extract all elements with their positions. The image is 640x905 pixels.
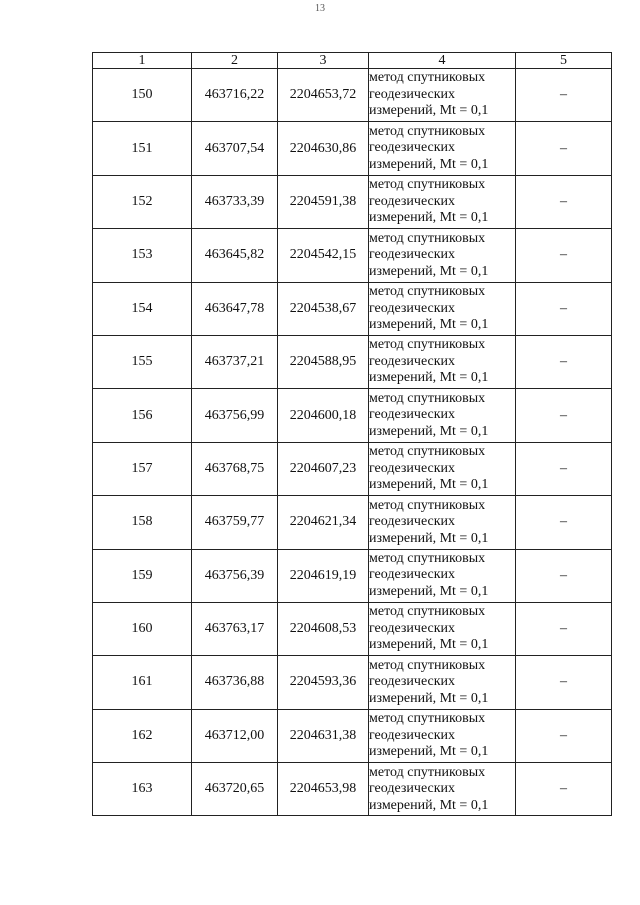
table-row bbox=[93, 709, 612, 762]
header-col-1: 1 bbox=[93, 53, 192, 69]
point-number: 152 bbox=[93, 175, 192, 228]
coordinate-x: 463716,22 bbox=[192, 69, 278, 122]
method-line: метод спутниковых bbox=[369, 657, 486, 673]
accuracy-dash: – bbox=[516, 709, 612, 762]
accuracy-dash: – bbox=[516, 69, 612, 122]
table-body bbox=[93, 69, 612, 816]
method-line: геодезических bbox=[369, 86, 456, 102]
coordinate-x: 463763,17 bbox=[192, 602, 278, 655]
header-col-3: 3 bbox=[278, 53, 369, 69]
method-line: метод спутниковых bbox=[369, 550, 486, 566]
method-line: измерений, Mt = 0,1 bbox=[369, 744, 489, 760]
table-row bbox=[93, 549, 612, 602]
coordinates-table bbox=[92, 52, 612, 816]
coordinate-x: 463768,75 bbox=[192, 442, 278, 495]
point-number: 155 bbox=[93, 335, 192, 388]
accuracy-dash: – bbox=[516, 282, 612, 335]
method-description bbox=[369, 69, 516, 122]
table-row bbox=[93, 229, 612, 282]
method-line: геодезических bbox=[369, 514, 456, 530]
method-line: измерений, Mt = 0,1 bbox=[369, 530, 489, 546]
accuracy-dash: – bbox=[516, 229, 612, 282]
point-number: 158 bbox=[93, 496, 192, 549]
coordinate-y: 2204653,98 bbox=[278, 763, 369, 816]
coordinate-y: 2204593,36 bbox=[278, 656, 369, 709]
method-line: измерений, Mt = 0,1 bbox=[369, 690, 489, 706]
table-row bbox=[93, 763, 612, 816]
table-row bbox=[93, 389, 612, 442]
method-line: измерений, Mt = 0,1 bbox=[369, 477, 489, 493]
coordinate-x: 463720,65 bbox=[192, 763, 278, 816]
coordinate-y: 2204619,19 bbox=[278, 549, 369, 602]
coordinate-y: 2204591,38 bbox=[278, 175, 369, 228]
point-number: 163 bbox=[93, 763, 192, 816]
method-description bbox=[369, 602, 516, 655]
method-description bbox=[369, 389, 516, 442]
accuracy-dash: – bbox=[516, 496, 612, 549]
header-col-2: 2 bbox=[192, 53, 278, 69]
method-line: метод спутниковых bbox=[369, 177, 486, 193]
method-line: геодезических bbox=[369, 567, 456, 583]
table-row bbox=[93, 282, 612, 335]
method-line: измерений, Mt = 0,1 bbox=[369, 637, 489, 653]
method-line: геодезических bbox=[369, 353, 456, 369]
coordinate-y: 2204630,86 bbox=[278, 122, 369, 175]
accuracy-dash: – bbox=[516, 763, 612, 816]
method-description bbox=[369, 496, 516, 549]
coordinate-x: 463712,00 bbox=[192, 709, 278, 762]
point-number: 151 bbox=[93, 122, 192, 175]
point-number: 159 bbox=[93, 549, 192, 602]
coordinate-x: 463759,77 bbox=[192, 496, 278, 549]
method-line: метод спутниковых bbox=[369, 337, 486, 353]
point-number: 153 bbox=[93, 229, 192, 282]
method-line: метод спутниковых bbox=[369, 390, 486, 406]
method-description bbox=[369, 763, 516, 816]
table-row bbox=[93, 175, 612, 228]
coordinate-y: 2204542,15 bbox=[278, 229, 369, 282]
method-line: метод спутниковых bbox=[369, 711, 486, 727]
method-line: геодезических bbox=[369, 407, 456, 423]
table-row bbox=[93, 335, 612, 388]
method-line: измерений, Mt = 0,1 bbox=[369, 583, 489, 599]
table-row bbox=[93, 602, 612, 655]
accuracy-dash: – bbox=[516, 442, 612, 495]
point-number: 161 bbox=[93, 656, 192, 709]
method-line: метод спутниковых bbox=[369, 284, 486, 299]
point-number: 157 bbox=[93, 442, 192, 495]
method-line: измерений, Mt = 0,1 bbox=[369, 797, 489, 813]
table-row bbox=[93, 496, 612, 549]
coordinate-y: 2204607,23 bbox=[278, 442, 369, 495]
method-description bbox=[369, 229, 516, 282]
table-header-row bbox=[93, 53, 612, 69]
point-number: 160 bbox=[93, 602, 192, 655]
method-line: измерений, Mt = 0,1 bbox=[369, 423, 489, 439]
accuracy-dash: – bbox=[516, 549, 612, 602]
coordinate-y: 2204600,18 bbox=[278, 389, 369, 442]
method-description bbox=[369, 335, 516, 388]
method-line: геодезических bbox=[369, 140, 456, 156]
point-number: 162 bbox=[93, 709, 192, 762]
coordinate-y: 2204588,95 bbox=[278, 335, 369, 388]
method-line: измерений, Mt = 0,1 bbox=[369, 103, 489, 119]
method-description bbox=[369, 122, 516, 175]
method-line: метод спутниковых bbox=[369, 123, 486, 139]
method-description bbox=[369, 709, 516, 762]
method-description bbox=[369, 549, 516, 602]
coordinate-x: 463707,54 bbox=[192, 122, 278, 175]
coordinate-x: 463737,21 bbox=[192, 335, 278, 388]
coordinate-y: 2204621,34 bbox=[278, 496, 369, 549]
point-number: 154 bbox=[93, 282, 192, 335]
method-line: метод спутниковых bbox=[369, 444, 486, 460]
coordinate-x: 463647,78 bbox=[192, 282, 278, 335]
coordinate-y: 2204538,67 bbox=[278, 282, 369, 335]
method-line: геодезических bbox=[369, 460, 456, 476]
method-line: измерений, Mt = 0,1 bbox=[369, 156, 489, 172]
accuracy-dash: – bbox=[516, 389, 612, 442]
method-line: геодезических bbox=[369, 193, 456, 209]
coordinate-y: 2204608,53 bbox=[278, 602, 369, 655]
method-description bbox=[369, 656, 516, 709]
header-col-5: 5 bbox=[516, 53, 612, 69]
accuracy-dash: – bbox=[516, 175, 612, 228]
header-col-4: 4 bbox=[369, 53, 516, 69]
coordinate-x: 463756,99 bbox=[192, 389, 278, 442]
coordinate-y: 2204631,38 bbox=[278, 709, 369, 762]
table-row bbox=[93, 442, 612, 495]
method-line: измерений, Mt = 0,1 bbox=[369, 370, 489, 386]
method-line: измерений, Mt = 0,1 bbox=[369, 317, 489, 332]
method-line: геодезических bbox=[369, 620, 456, 636]
method-line: метод спутниковых bbox=[369, 604, 486, 620]
coordinate-x: 463756,39 bbox=[192, 549, 278, 602]
accuracy-dash: – bbox=[516, 335, 612, 388]
method-line: метод спутниковых bbox=[369, 230, 486, 246]
coordinate-x: 463733,39 bbox=[192, 175, 278, 228]
method-line: геодезических bbox=[369, 247, 456, 263]
table-row bbox=[93, 656, 612, 709]
coordinate-x: 463736,88 bbox=[192, 656, 278, 709]
method-description bbox=[369, 282, 516, 335]
method-description bbox=[369, 175, 516, 228]
coordinate-x: 463645,82 bbox=[192, 229, 278, 282]
method-line: измерений, Mt = 0,1 bbox=[369, 263, 489, 279]
method-description bbox=[369, 442, 516, 495]
point-number: 150 bbox=[93, 69, 192, 122]
table-row bbox=[93, 69, 612, 122]
method-line: геодезических bbox=[369, 674, 456, 690]
method-line: метод спутниковых bbox=[369, 70, 486, 86]
coordinate-y: 2204653,72 bbox=[278, 69, 369, 122]
table-row bbox=[93, 122, 612, 175]
accuracy-dash: – bbox=[516, 122, 612, 175]
method-line: геодезических bbox=[369, 781, 456, 797]
method-line: метод спутниковых bbox=[369, 764, 486, 780]
method-line: геодезических bbox=[369, 727, 456, 743]
accuracy-dash: – bbox=[516, 656, 612, 709]
point-number: 156 bbox=[93, 389, 192, 442]
method-line: измерений, Mt = 0,1 bbox=[369, 210, 489, 226]
method-line: геодезических bbox=[369, 300, 456, 316]
page-number: 13 bbox=[315, 3, 325, 14]
accuracy-dash: – bbox=[516, 602, 612, 655]
method-line: метод спутниковых bbox=[369, 497, 486, 513]
